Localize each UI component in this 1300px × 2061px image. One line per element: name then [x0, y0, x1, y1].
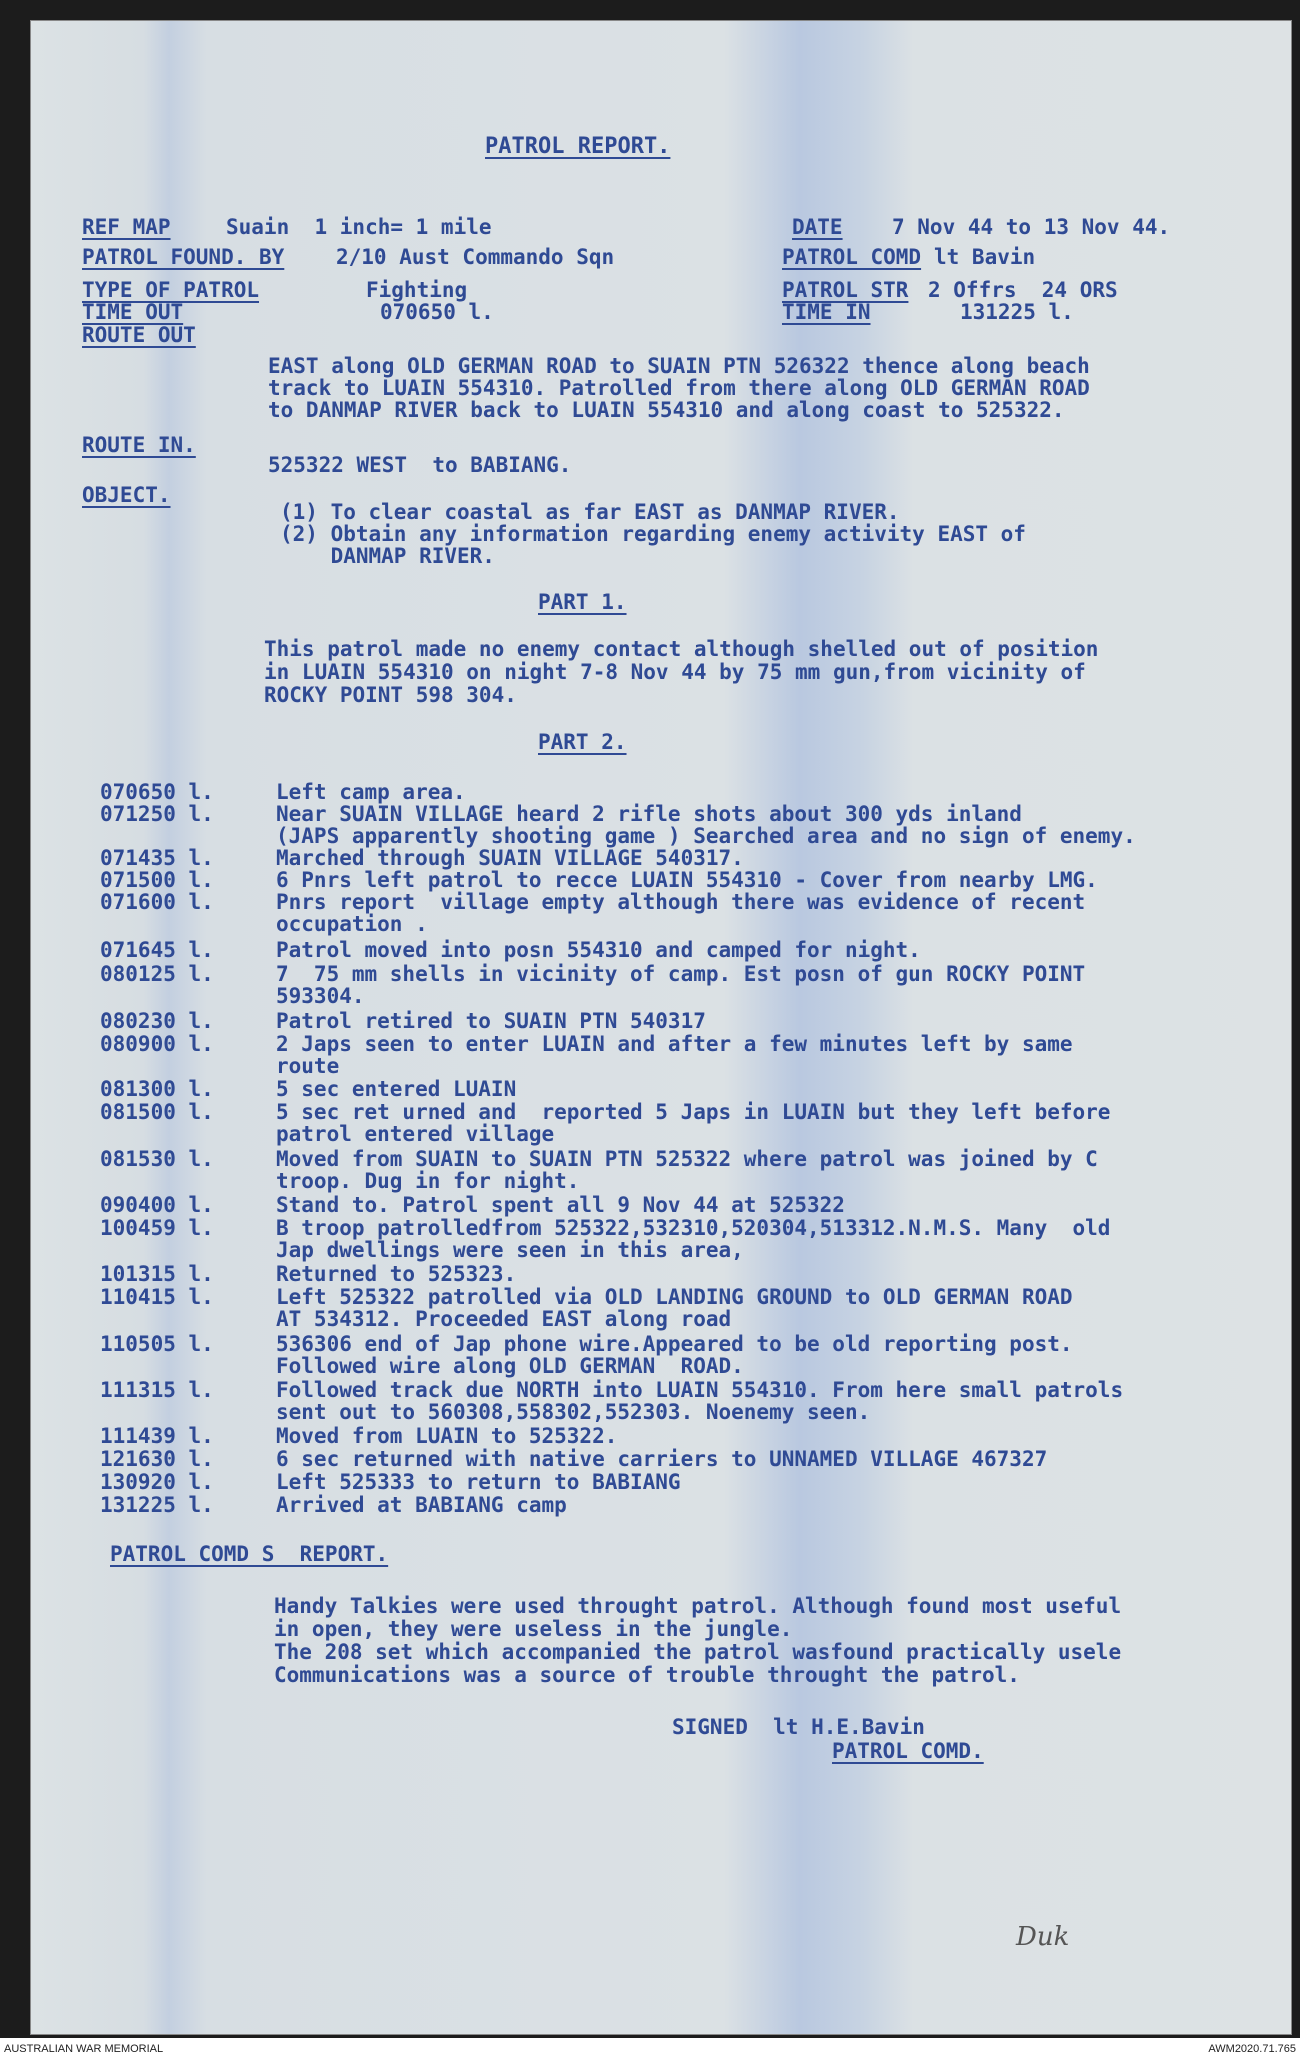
log-time: 070650 l.	[100, 780, 214, 804]
log-text: Jap dwellings were seen in this area,	[276, 1238, 744, 1262]
log-text: 5 sec ret urned and reported 5 Japs in LUAIN but they left before	[276, 1100, 1111, 1124]
object-line: DANMAP RIVER.	[280, 544, 495, 568]
log-time: 100459 l.	[100, 1216, 214, 1240]
log-time: 071600 l.	[100, 890, 214, 914]
log-text: 2 Japs seen to enter LUAIN and after a few minutes left by same	[276, 1032, 1073, 1056]
log-time: 101315 l.	[100, 1262, 214, 1286]
comd-report-line: Communications was a source of trouble throught the patrol.	[274, 1663, 1020, 1687]
log-text: Near SUAIN VILLAGE heard 2 rifle shots about 300 yds inland	[276, 802, 1022, 826]
log-text: Pnrs report village empty although there was evidence of recent	[276, 890, 1086, 914]
log-text: (JAPS apparently shooting game ) Searched area and no sign of enemy.	[276, 824, 1136, 848]
route-out-line: EAST along OLD GERMAN ROAD to SUAIN PTN 526322 thence along beach	[268, 354, 1090, 378]
object-line: (2) Obtain any information regarding enemy activity EAST of	[280, 522, 1026, 546]
log-time: 111315 l.	[100, 1378, 214, 1402]
log-text: 6 Pnrs left patrol to recce LUAIN 554310 - Cover from nearby LMG.	[276, 868, 1098, 892]
log-text: Arrived at BABIANG camp	[276, 1493, 567, 1517]
signature-line: SIGNED lt H.E.Bavin	[672, 1715, 925, 1739]
comd-label: PATROL COMD	[782, 245, 922, 269]
log-text: Returned to 525323.	[276, 1262, 517, 1286]
ref-map-label: REF MAP	[82, 215, 171, 239]
time-out-value: 070650 l.	[380, 300, 494, 324]
log-time: 111439 l.	[100, 1424, 214, 1448]
log-text: Patrol retired to SUAIN PTN 540317	[276, 1009, 706, 1033]
log-text: Moved from LUAIN to 525322.	[276, 1424, 618, 1448]
part1-line: in LUAIN 554310 on night 7-8 Nov 44 by 75 mm gun,from vicinity of	[264, 660, 1086, 684]
log-time: 110505 l.	[100, 1332, 214, 1356]
log-time: 071500 l.	[100, 868, 214, 892]
object-label: OBJECT.	[82, 483, 171, 507]
footer-id: AWM2020.71.765	[1208, 2043, 1296, 2055]
footer-source: AUSTRALIAN WAR MEMORIAL	[4, 2043, 164, 2055]
log-text: 7 75 mm shells in vicinity of camp. Est posn of gun ROCKY POINT	[276, 962, 1086, 986]
signature-title: PATROL COMD.	[832, 1739, 984, 1763]
log-text: 593304.	[276, 984, 365, 1008]
log-time: 081300 l.	[100, 1077, 214, 1101]
route-out-label: ROUTE OUT	[82, 323, 196, 347]
comd-value: lt Bavin	[934, 245, 1036, 269]
time-in-label: TIME IN	[782, 300, 871, 324]
log-text: Followed wire along OLD GERMAN ROAD.	[276, 1354, 744, 1378]
comd-report-line: The 208 set which accompanied the patrol wasfound practically usele	[274, 1640, 1122, 1664]
log-time: 080230 l.	[100, 1009, 214, 1033]
log-text: Left 525322 patrolled via OLD LANDING GROUND to OLD GERMAN ROAD	[276, 1285, 1073, 1309]
log-text: Patrol moved into posn 554310 and camped for night.	[276, 938, 921, 962]
log-text: route	[276, 1054, 340, 1078]
comd-report-line: Handy Talkies were used throught patrol. Although found most useful	[274, 1594, 1122, 1618]
archive-footer	[0, 2038, 1300, 2061]
log-time: 110415 l.	[100, 1285, 214, 1309]
log-time: 081530 l.	[100, 1147, 214, 1171]
route-in-label: ROUTE IN.	[82, 433, 196, 457]
document-page	[30, 20, 1292, 2035]
log-text: 536306 end of Jap phone wire.Appeared to be old reporting post.	[276, 1332, 1073, 1356]
route-out-line: track to LUAIN 554310. Patrolled from there along OLD GERMAN ROAD	[268, 376, 1090, 400]
handwritten-initials: Duk	[1016, 1922, 1070, 1952]
log-text: AT 534312. Proceeded EAST along road	[276, 1307, 732, 1331]
log-time: 121630 l.	[100, 1447, 214, 1471]
comd-report-heading: PATROL COMD S REPORT.	[110, 1542, 389, 1566]
part1-line: This patrol made no enemy contact although shelled out of position	[264, 637, 1099, 661]
log-text: Moved from SUAIN to SUAIN PTN 525322 where patrol was joined by C	[276, 1147, 1098, 1171]
found-by-value: 2/10 Aust Commando Sqn	[336, 245, 615, 269]
log-time: 090400 l.	[100, 1193, 214, 1217]
date-label: DATE	[792, 215, 843, 239]
log-text: B troop patrolledfrom 525322,532310,520304,513312.N.M.S. Many old	[276, 1216, 1111, 1240]
part1-line: ROCKY POINT 598 304.	[264, 683, 517, 707]
route-in-text: 525322 WEST to BABIANG.	[268, 453, 572, 477]
log-text: sent out to 560308,558302,552303. Noenemy seen.	[276, 1400, 871, 1424]
log-text: 5 sec entered LUAIN	[276, 1077, 517, 1101]
time-in-value: 131225 l.	[960, 300, 1074, 324]
log-text: patrol entered village	[276, 1122, 555, 1146]
log-text: 6 sec returned with native carriers to UNNAMED VILLAGE 467327	[276, 1447, 1048, 1471]
log-text: troop. Dug in for night.	[276, 1169, 580, 1193]
object-line: (1) To clear coastal as far EAST as DANMAP RIVER.	[280, 500, 900, 524]
str-value: 2 Offrs 24 ORS	[928, 278, 1118, 302]
log-time: 131225 l.	[100, 1493, 214, 1517]
log-text: Marched through SUAIN VILLAGE 540317.	[276, 846, 744, 870]
log-time: 080125 l.	[100, 962, 214, 986]
ref-map-value: Suain 1 inch= 1 mile	[226, 215, 492, 239]
type-label: TYPE OF PATROL	[82, 278, 260, 302]
log-time: 071645 l.	[100, 938, 214, 962]
str-label: PATROL STR	[782, 278, 909, 302]
log-text: Followed track due NORTH into LUAIN 554310. From here small patrols	[276, 1378, 1124, 1402]
log-time: 130920 l.	[100, 1470, 214, 1494]
log-time: 071250 l.	[100, 802, 214, 826]
time-out-label: TIME OUT	[82, 300, 184, 324]
patrol-report	[30, 20, 1292, 2035]
page-title: PATROL REPORT.	[485, 134, 671, 159]
route-out-line: to DANMAP RIVER back to LUAIN 554310 and along coast to 525322.	[268, 398, 1065, 422]
log-text: Left 525333 to return to BABIANG	[276, 1470, 681, 1494]
log-text: occupation .	[276, 912, 428, 936]
type-value: Fighting	[366, 278, 468, 302]
part1-heading: PART 1.	[538, 590, 627, 614]
comd-report-line: in open, they were useless in the jungle.	[274, 1617, 793, 1641]
log-text: Left camp area.	[276, 780, 466, 804]
log-time: 080900 l.	[100, 1032, 214, 1056]
log-time: 071435 l.	[100, 846, 214, 870]
part2-heading: PART 2.	[538, 730, 627, 754]
date-value: 7 Nov 44 to 13 Nov 44.	[892, 215, 1171, 239]
found-by-label: PATROL FOUND. BY	[82, 245, 285, 269]
log-text: Stand to. Patrol spent all 9 Nov 44 at 525322	[276, 1193, 845, 1217]
log-time: 081500 l.	[100, 1100, 214, 1124]
